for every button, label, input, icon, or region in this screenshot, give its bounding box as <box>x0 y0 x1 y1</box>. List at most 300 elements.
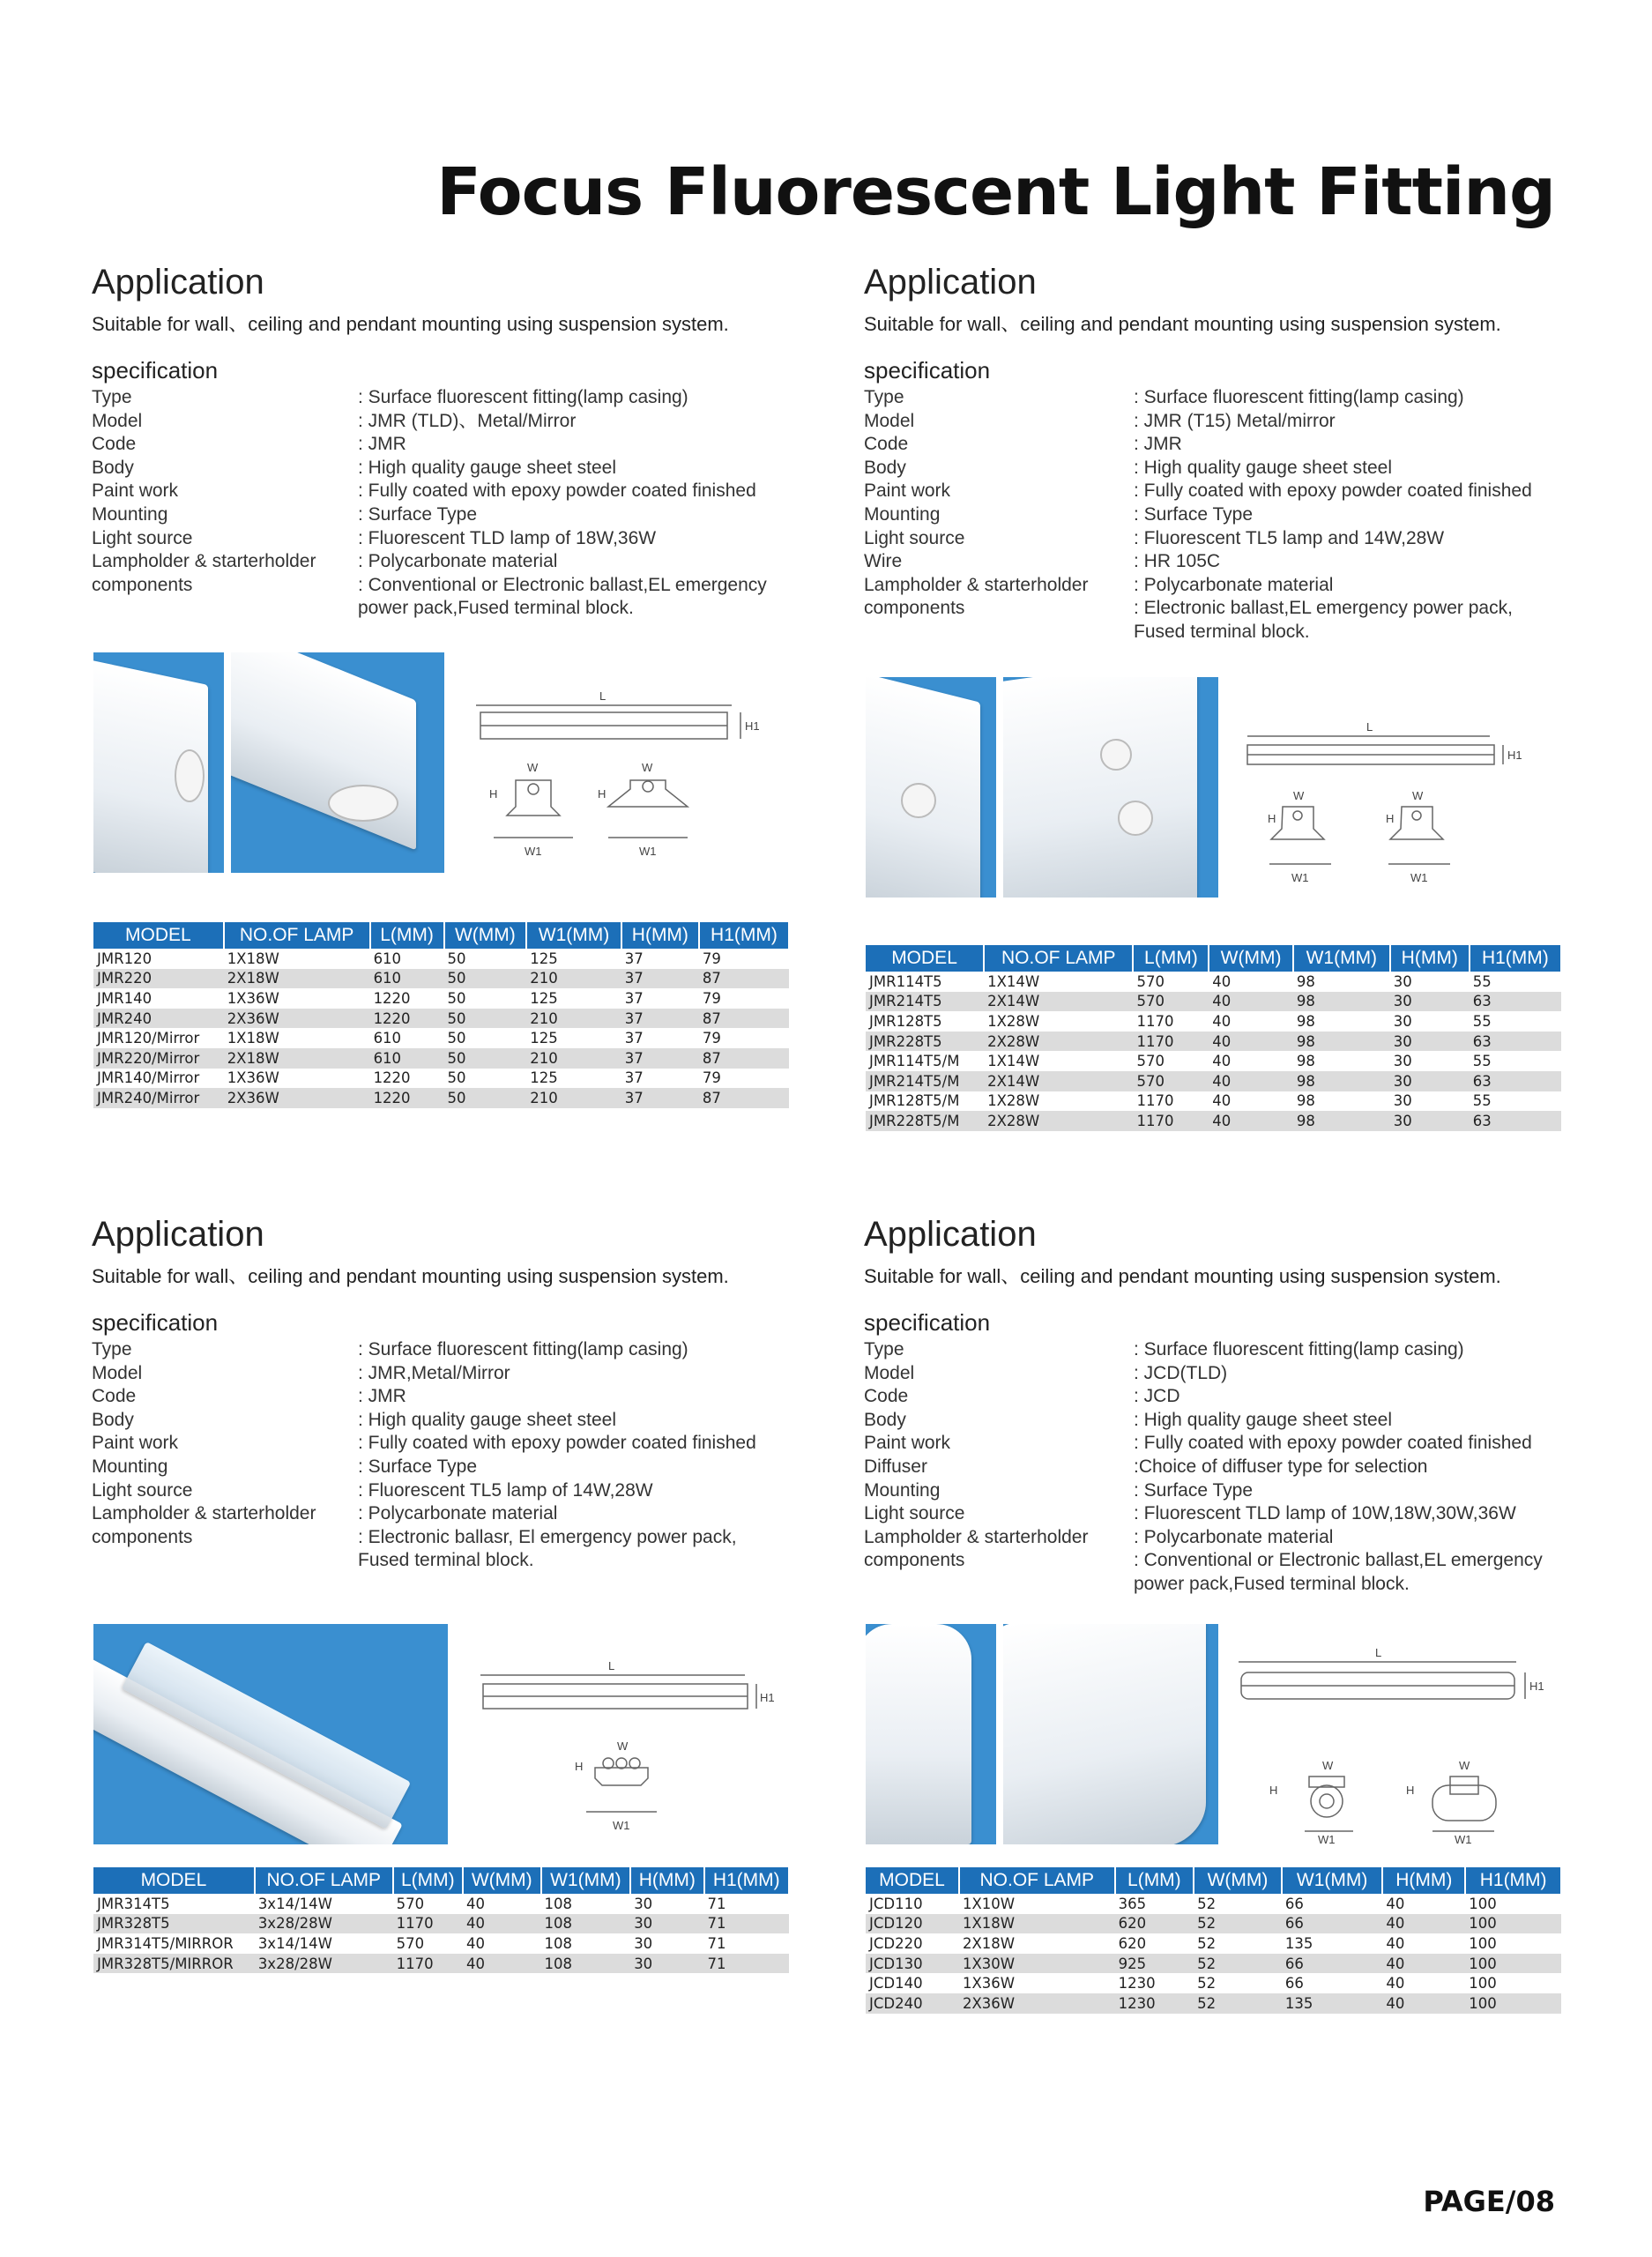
table-cell: 100 <box>1469 1895 1497 1912</box>
table-header: H1(MM) <box>1470 945 1561 972</box>
spec-value: : JMR,Metal/Mirror <box>358 1362 510 1383</box>
table-cell: 50 <box>447 1030 466 1047</box>
spec-key: Body <box>92 457 134 478</box>
spec-row <box>864 1432 1578 1456</box>
spec-row <box>864 480 1578 503</box>
table-cell: 87 <box>699 1088 789 1108</box>
table-row <box>93 988 789 1009</box>
table-cell: 40 <box>1382 1914 1465 1934</box>
table-cell: 37 <box>621 1009 699 1029</box>
product-photos <box>93 652 444 873</box>
spec-key: Model <box>92 410 143 431</box>
spec-value: : Conventional or Electronic ballast,EL emergency power pack,Fused terminal block. <box>358 574 767 619</box>
spec-value: : Polycarbonate material <box>358 551 558 572</box>
table-body <box>93 949 789 1108</box>
dim-label-w1: W1 <box>613 1819 630 1832</box>
table-cell: 125 <box>530 950 558 967</box>
application-text: Suitable for wall、ceiling and pendant mounting using suspension system. <box>864 313 1501 335</box>
table-cell: JMR228T5 <box>866 1032 984 1052</box>
product-photo <box>93 1624 448 1844</box>
table-cell: 30 <box>630 1954 703 1974</box>
spec-value: : JCD <box>1134 1386 1180 1407</box>
table-cell: 63 <box>1470 1071 1561 1091</box>
table-row <box>866 1051 1561 1071</box>
spec-row <box>864 550 1578 574</box>
table-cell: 52 <box>1194 1993 1282 2014</box>
table-cell: 98 <box>1296 1053 1315 1070</box>
section-jcd <box>864 1208 1578 1597</box>
spec-row <box>92 480 806 503</box>
table-cell: 100 <box>1465 1993 1561 2014</box>
table-cell: 98 <box>1296 1092 1315 1110</box>
spec-row <box>92 410 806 434</box>
dim-label-l: L <box>599 689 606 703</box>
table-cell: 1170 <box>393 1914 463 1934</box>
table-header: H(MM) <box>621 922 699 949</box>
spec-row <box>864 503 1578 527</box>
table-cell: 620 <box>1115 1914 1194 1934</box>
dimension-diagram <box>476 688 776 890</box>
table-cell: 40 <box>1382 1993 1465 2014</box>
application-heading: Application <box>92 1215 264 1254</box>
table-cell: 1220 <box>370 1009 444 1029</box>
table-cell: 79 <box>702 1069 721 1087</box>
table-cell: 1X28W <box>987 1012 1040 1030</box>
dim-label-w1: W1 <box>1291 871 1309 884</box>
table-cell: 1X14W <box>987 972 1040 990</box>
spec-value: : Surface fluorescent fitting(lamp casing) <box>1134 1339 1464 1359</box>
table-header: NO.OF LAMP <box>255 1867 393 1894</box>
table-cell: 37 <box>624 950 644 967</box>
table-cell: 570 <box>1136 972 1165 990</box>
table-cell: 100 <box>1465 1954 1561 1974</box>
table-cell: 30 <box>1390 1111 1470 1131</box>
table-cell: JMR228T5/M <box>866 1111 984 1131</box>
table-cell: 570 <box>1133 1071 1209 1091</box>
spec-value: : Surface fluorescent fitting(lamp casing) <box>358 387 688 407</box>
table-cell: 87 <box>699 969 789 989</box>
table-header: L(MM) <box>1115 1867 1194 1894</box>
table-cell: 1X18W <box>227 950 279 967</box>
table-cell: 50 <box>447 950 466 967</box>
spec-value: : HR 105C <box>1134 551 1221 572</box>
table-row <box>93 969 789 989</box>
table-cell: 2X36W <box>959 1993 1115 2014</box>
product-photo <box>231 652 444 873</box>
spec-row <box>92 433 806 457</box>
table-cell: 2X18W <box>224 969 370 989</box>
spec-key: Lampholder & starterholder <box>864 1526 1089 1547</box>
table-cell: JMR220/Mirror <box>93 1048 224 1069</box>
spec-value: : Fully coated with epoxy powder coated finished <box>358 480 756 502</box>
spec-list <box>92 1338 806 1573</box>
table-cell: 66 <box>1282 1954 1383 1974</box>
table-cell: 55 <box>1472 1053 1492 1070</box>
spec-key: Type <box>92 1339 132 1359</box>
spec-row <box>864 574 1578 598</box>
table-cell: 40 <box>465 1895 485 1912</box>
spec-row <box>92 1385 806 1409</box>
table-cell: 210 <box>526 969 621 989</box>
page-title: Focus Fluorescent Light Fitting <box>436 154 1555 230</box>
spec-value: :Choice of diffuser type for selection <box>1134 1456 1428 1477</box>
table-cell: 98 <box>1296 972 1315 990</box>
spec-row <box>864 410 1578 434</box>
table-cell: 52 <box>1197 1895 1217 1912</box>
table-cell: 610 <box>370 1048 444 1069</box>
spec-value: : Surface Type <box>1134 1479 1254 1501</box>
table-cell: 52 <box>1197 1934 1217 1952</box>
product-photo <box>1003 677 1218 898</box>
table-row <box>866 1914 1561 1934</box>
table-cell: JMR120 <box>97 950 153 967</box>
dim-label-w1: W1 <box>525 845 542 858</box>
table-cell: 40 <box>1212 1012 1232 1030</box>
spec-key: components <box>92 574 193 595</box>
table-cell: 2X18W <box>962 1934 1016 1952</box>
spec-row <box>864 1385 1578 1409</box>
table-row <box>866 1032 1561 1052</box>
spec-row <box>864 1338 1578 1362</box>
spec-value: : Surface Type <box>358 1456 478 1477</box>
table-header: L(MM) <box>393 1867 463 1894</box>
dim-label-w1: W1 <box>1455 1833 1472 1846</box>
spec-row <box>864 1526 1578 1550</box>
table-cell: JMR140 <box>97 989 153 1007</box>
table-cell: 40 <box>463 1914 541 1934</box>
table-cell: 108 <box>541 1954 631 1974</box>
table-header-row <box>93 1867 789 1894</box>
table-row <box>866 1111 1561 1131</box>
dim-label-w1: W1 <box>1410 871 1428 884</box>
spec-key: Diffuser <box>864 1456 927 1477</box>
table-cell: 98 <box>1293 1032 1390 1052</box>
table-row <box>866 1894 1561 1914</box>
spec-value: : Surface fluorescent fitting(lamp casing) <box>358 1339 688 1359</box>
spec-key: Paint work <box>864 480 951 502</box>
table-header: H(MM) <box>1382 1867 1465 1894</box>
table-cell: 40 <box>1386 1934 1405 1952</box>
table-header: H1(MM) <box>699 922 789 949</box>
spec-row <box>92 386 806 410</box>
spec-key: Paint work <box>92 1433 179 1454</box>
spec-row <box>864 386 1578 410</box>
table-row <box>93 1088 789 1108</box>
spec-row <box>864 1456 1578 1479</box>
spec-row <box>864 597 1578 644</box>
table-row <box>866 972 1561 992</box>
table-header: L(MM) <box>1133 945 1209 972</box>
spec-key: Body <box>864 457 906 478</box>
spec-key: Code <box>864 1386 909 1407</box>
spec-key: Lampholder & starterholder <box>864 574 1089 595</box>
spec-value: : High quality gauge sheet steel <box>358 457 617 478</box>
table-header: L(MM) <box>370 922 444 949</box>
table-header: H(MM) <box>630 1867 703 1894</box>
table-row <box>93 949 789 969</box>
table-header-row <box>866 945 1561 972</box>
table-header: W(MM) <box>1194 1867 1282 1894</box>
table-cell: 37 <box>621 1048 699 1069</box>
table-cell: 570 <box>1133 992 1209 1012</box>
spec-row <box>864 1479 1578 1503</box>
spec-list <box>92 386 806 621</box>
spec-row <box>92 1338 806 1362</box>
table-cell: 66 <box>1284 1895 1304 1912</box>
spec-value: : JMR <box>1134 434 1182 455</box>
table-cell: 79 <box>702 989 721 1007</box>
spec-value: : Fluorescent TL5 lamp of 14W,28W <box>358 1479 653 1501</box>
table-cell: 1170 <box>1133 1032 1209 1052</box>
table-cell: JCD140 <box>869 1975 923 1993</box>
table-cell: JMR214T5/M <box>866 1071 984 1091</box>
table-cell: 108 <box>544 1895 573 1912</box>
dim-label-w: W <box>1293 789 1305 802</box>
table-header: W(MM) <box>1209 945 1293 972</box>
table-cell: 50 <box>444 969 527 989</box>
dim-label-h: H <box>1268 812 1276 825</box>
table-cell: JCD240 <box>866 1993 959 2014</box>
table-cell: 50 <box>444 1048 527 1069</box>
spec-row <box>864 527 1578 551</box>
dim-label-h: H <box>1269 1784 1278 1797</box>
spec-list <box>864 1338 1578 1597</box>
spec-value: : JCD(TLD) <box>1134 1362 1228 1383</box>
spec-row <box>92 574 806 621</box>
table-cell: 30 <box>1393 1053 1412 1070</box>
table-cell: JMR328T5/MIRROR <box>93 1954 255 1974</box>
dim-label-w: W <box>642 761 653 774</box>
table-cell: 37 <box>621 969 699 989</box>
spec-key: Body <box>92 1409 134 1430</box>
table-cell: 2X28W <box>984 1032 1133 1052</box>
table-header: NO.OF LAMP <box>224 922 370 949</box>
table-cell: 1170 <box>1136 1012 1174 1030</box>
table-cell: 1X14W <box>987 1053 1040 1070</box>
spec-key: Code <box>92 434 137 455</box>
model-table <box>866 1867 1562 2014</box>
spec-value: : Polycarbonate material <box>1134 574 1334 595</box>
product-photos <box>93 1624 448 1844</box>
table-header: W(MM) <box>463 1867 541 1894</box>
spec-key: Model <box>92 1362 143 1383</box>
application-text: Suitable for wall、ceiling and pendant mounting using suspension system. <box>864 1265 1501 1287</box>
table-row <box>93 1954 789 1974</box>
spec-key: Type <box>92 387 132 407</box>
table-cell: 52 <box>1197 1975 1217 1993</box>
table-row <box>93 1914 789 1934</box>
spec-row <box>92 1362 806 1386</box>
table-cell: 925 <box>1115 1954 1194 1974</box>
table-cell: JMR220 <box>93 969 224 989</box>
spec-list <box>864 386 1578 644</box>
table-cell: 30 <box>634 1934 653 1952</box>
table-cell: 40 <box>1209 1071 1293 1091</box>
model-table <box>866 945 1562 1131</box>
model-table <box>93 1867 790 1973</box>
table-cell: 610 <box>373 1030 402 1047</box>
spec-value: : Fluorescent TLD lamp of 18W,36W <box>358 527 657 548</box>
spec-value: : JMR <box>358 1386 406 1407</box>
table-cell: 108 <box>544 1934 573 1952</box>
spec-key: Code <box>864 434 909 455</box>
section-jmr-tld <box>92 256 806 621</box>
spec-row <box>864 1409 1578 1433</box>
table-cell: 1170 <box>393 1954 463 1974</box>
table-cell: 40 <box>1382 1954 1465 1974</box>
table-cell: JMR128T5 <box>869 1012 942 1030</box>
table-cell: JCD120 <box>866 1914 959 1934</box>
table-cell: JMR120/Mirror <box>97 1030 200 1047</box>
table-header: NO.OF LAMP <box>984 945 1133 972</box>
table-cell: 30 <box>630 1914 703 1934</box>
spec-value: : High quality gauge sheet steel <box>1134 457 1393 478</box>
table-cell: 3x14/14W <box>257 1934 332 1952</box>
table-cell: 2X36W <box>224 1009 370 1029</box>
table-cell: 52 <box>1194 1954 1282 1974</box>
spec-value: : JMR (TLD)、Metal/Mirror <box>358 410 577 431</box>
spec-value: : High quality gauge sheet steel <box>1134 1409 1393 1430</box>
table-header: MODEL <box>866 945 984 972</box>
spec-key: Light source <box>92 527 193 548</box>
product-photo <box>93 652 224 873</box>
spec-value: : Fully coated with epoxy powder coated finished <box>1134 1433 1532 1454</box>
table-cell: 1230 <box>1115 1993 1194 2014</box>
table-cell: 40 <box>465 1934 485 1952</box>
table-cell: 30 <box>1393 1012 1412 1030</box>
spec-value: : Surface Type <box>1134 503 1254 525</box>
table-header-row <box>866 1867 1561 1894</box>
table-row <box>93 1028 789 1048</box>
table-cell: JMR114T5 <box>869 972 942 990</box>
dim-label-l: L <box>1375 1646 1382 1659</box>
table-cell: 1170 <box>1133 1111 1209 1131</box>
table-cell: 108 <box>541 1914 631 1934</box>
spec-row <box>92 527 806 551</box>
table-cell: 135 <box>1282 1993 1383 2014</box>
table-cell: 87 <box>699 1048 789 1069</box>
table-cell: 125 <box>530 989 558 1007</box>
page-number: PAGE/08 <box>1423 2185 1555 2218</box>
dim-label-w: W <box>527 761 539 774</box>
application-heading: Application <box>864 263 1037 302</box>
spec-row <box>92 503 806 527</box>
table-row <box>866 1091 1561 1112</box>
spec-key: components <box>864 1550 965 1571</box>
table-cell: 1X36W <box>962 1975 1016 1993</box>
table-cell: 79 <box>702 950 721 967</box>
table-header: H(MM) <box>1390 945 1470 972</box>
specification-heading: specification <box>864 1309 991 1336</box>
table-cell: 98 <box>1293 1111 1390 1131</box>
spec-key: Model <box>864 410 915 431</box>
table-cell: JMR128T5/M <box>869 1092 960 1110</box>
dim-label-h: H <box>489 787 498 801</box>
spec-key: Lampholder & starterholder <box>92 1503 316 1524</box>
table-cell: 40 <box>1209 992 1293 1012</box>
table-cell: 55 <box>1472 1012 1492 1030</box>
table-body <box>93 1894 789 1973</box>
spec-value: : Fluorescent TL5 lamp and 14W,28W <box>1134 527 1445 548</box>
table-header: W1(MM) <box>541 1867 631 1894</box>
spec-key: Mounting <box>92 503 168 525</box>
table-cell: 135 <box>1284 1934 1313 1952</box>
spec-row <box>92 1409 806 1433</box>
table-cell: 30 <box>1390 1071 1470 1091</box>
spec-key: components <box>92 1526 193 1547</box>
table-cell: 210 <box>526 1088 621 1108</box>
spec-row <box>92 550 806 574</box>
spec-key: Mounting <box>92 1456 168 1477</box>
spec-row <box>92 1479 806 1503</box>
dim-label-l: L <box>608 1659 615 1672</box>
table-cell: 3x28/28W <box>255 1914 393 1934</box>
table-cell: JMR214T5 <box>866 992 984 1012</box>
spec-key: Model <box>864 1362 915 1383</box>
table-header: W1(MM) <box>1293 945 1390 972</box>
spec-key: Lampholder & starterholder <box>92 551 316 572</box>
application-heading: Application <box>92 263 264 302</box>
table-header: H1(MM) <box>704 1867 790 1894</box>
spec-value: : High quality gauge sheet steel <box>358 1409 617 1430</box>
table-cell: 30 <box>634 1895 653 1912</box>
product-photos <box>866 677 1218 898</box>
spec-value: : Fully coated with epoxy powder coated finished <box>1134 480 1532 502</box>
table-cell: 40 <box>1212 972 1232 990</box>
table-cell: 87 <box>699 1009 789 1029</box>
table-cell: 30 <box>1393 1092 1412 1110</box>
table-cell: 50 <box>444 1088 527 1108</box>
table-row <box>866 1954 1561 1974</box>
section-jmr-3lamp <box>92 1208 806 1573</box>
table-header: NO.OF LAMP <box>959 1867 1115 1894</box>
table-cell: 55 <box>1472 1092 1492 1110</box>
table-cell: 63 <box>1470 1032 1561 1052</box>
spec-value: : Fully coated with epoxy powder coated finished <box>358 1433 756 1454</box>
table-cell: 79 <box>702 1030 721 1047</box>
table-cell: 63 <box>1470 992 1561 1012</box>
table-cell: 40 <box>1212 1053 1232 1070</box>
table-cell: 570 <box>1136 1053 1165 1070</box>
table-cell: 210 <box>526 1048 621 1069</box>
product-photo <box>866 1624 996 1844</box>
dim-label-h: H <box>575 1760 584 1773</box>
spec-key: Paint work <box>92 480 179 502</box>
table-row <box>866 1993 1561 2014</box>
table-cell: 50 <box>444 1009 527 1029</box>
table-cell: 1X10W <box>962 1895 1016 1912</box>
dimension-diagram <box>1234 719 1525 895</box>
table-cell: 63 <box>1470 1111 1561 1131</box>
section-jmr-t5 <box>864 256 1578 644</box>
table-row <box>866 1933 1561 1954</box>
table-cell: 98 <box>1296 1012 1315 1030</box>
table-cell: 1220 <box>370 1088 444 1108</box>
table-header: MODEL <box>866 1867 959 1894</box>
table-cell: 100 <box>1469 1934 1497 1952</box>
table-cell: JCD130 <box>866 1954 959 1974</box>
table-cell: 1X18W <box>959 1914 1115 1934</box>
table-cell: 610 <box>373 950 402 967</box>
spec-value: : Electronic ballasr, El emergency power pack, Fused terminal block. <box>358 1526 737 1571</box>
dim-label-h1: H1 <box>1529 1680 1544 1693</box>
specification-heading: specification <box>864 357 991 384</box>
spec-value: : Polycarbonate material <box>358 1503 558 1524</box>
spec-key: Light source <box>864 1503 965 1524</box>
table-header: W1(MM) <box>1282 1867 1383 1894</box>
table-cell: 98 <box>1293 1071 1390 1091</box>
dim-label-h1: H1 <box>1507 749 1522 762</box>
